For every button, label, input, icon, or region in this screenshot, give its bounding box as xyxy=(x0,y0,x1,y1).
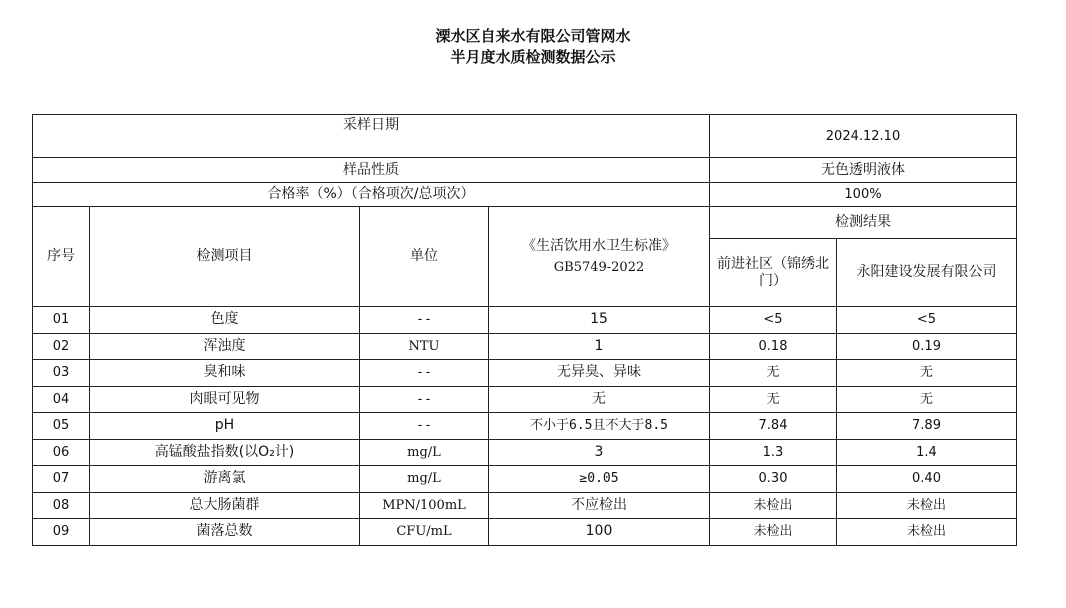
row-standard: 15 xyxy=(489,307,710,334)
row-item: 高锰酸盐指数(以O₂计) xyxy=(90,439,360,466)
row-item: 总大肠菌群 xyxy=(90,492,360,519)
row-standard: 3 xyxy=(489,439,710,466)
row-unit: -- xyxy=(360,307,489,334)
row-result-yongyang: 未检出 xyxy=(837,492,1017,519)
table-row xyxy=(33,439,1017,466)
row-result-yongyang: 未检出 xyxy=(837,519,1017,546)
table-row xyxy=(33,519,1017,546)
sampling-date-value: 2024.12.10 xyxy=(710,115,1017,158)
row-number: 01 xyxy=(33,307,90,334)
table-row xyxy=(33,333,1017,360)
row-number: 08 xyxy=(33,492,90,519)
row-result-yongyang: 无 xyxy=(837,386,1017,413)
header-standard xyxy=(489,207,710,307)
row-unit: -- xyxy=(360,360,489,387)
row-result-yongyang: 无 xyxy=(837,360,1017,387)
pass-rate-label: 合格率（%）（合格项次/总项次） xyxy=(33,183,710,207)
row-number: 05 xyxy=(33,413,90,440)
table-row xyxy=(33,492,1017,519)
row-standard: 不小于6.5且不大于8.5 xyxy=(489,413,710,440)
sampling-date-row xyxy=(33,115,1017,158)
row-result-yongyang: 0.19 xyxy=(837,333,1017,360)
row-result-yongyang: 7.89 xyxy=(837,413,1017,440)
table-row xyxy=(33,360,1017,387)
row-result-qianjin: 0.30 xyxy=(710,466,837,493)
sample-nature-label: 样品性质 xyxy=(33,158,710,183)
row-item: 菌落总数 xyxy=(90,519,360,546)
row-number: 04 xyxy=(33,386,90,413)
table-row xyxy=(33,307,1017,334)
header-item: 检测项目 xyxy=(90,207,360,307)
row-number: 09 xyxy=(33,519,90,546)
header-site-qianjin: 前进社区（锦绣北门） xyxy=(710,239,837,307)
header-site-yongyang: 永阳建设发展有限公司 xyxy=(837,239,1017,307)
row-unit: -- xyxy=(360,413,489,440)
row-item: 浑浊度 xyxy=(90,333,360,360)
row-result-qianjin: <5 xyxy=(710,307,837,334)
row-result-yongyang: 1.4 xyxy=(837,439,1017,466)
row-standard: 无 xyxy=(489,386,710,413)
sample-nature-row xyxy=(33,158,1017,183)
sampling-date-label: 采样日期 xyxy=(33,115,710,158)
header-standard-name: 《生活饮用水卫生标准》 xyxy=(522,237,676,254)
row-result-yongyang: <5 xyxy=(837,307,1017,334)
page-subtitle: 半月度水质检测数据公示 xyxy=(450,48,616,66)
row-result-yongyang: 0.40 xyxy=(837,466,1017,493)
row-standard: 无异臭、异味 xyxy=(489,360,710,387)
water-quality-table xyxy=(32,114,1017,546)
row-unit: -- xyxy=(360,386,489,413)
header-row-1 xyxy=(33,207,1017,239)
pass-rate-row xyxy=(33,183,1017,207)
page-title: 溧水区自来水有限公司管网水 xyxy=(435,27,631,45)
row-result-qianjin: 0.18 xyxy=(710,333,837,360)
row-standard: 1 xyxy=(489,333,710,360)
row-result-qianjin: 7.84 xyxy=(710,413,837,440)
row-standard: ≥0.05 xyxy=(489,466,710,493)
row-item: 游离氯 xyxy=(90,466,360,493)
table-row xyxy=(33,386,1017,413)
row-item: 臭和味 xyxy=(90,360,360,387)
row-result-qianjin: 无 xyxy=(710,360,837,387)
row-item: 色度 xyxy=(90,307,360,334)
header-unit: 单位 xyxy=(360,207,489,307)
header-seq: 序号 xyxy=(33,207,90,307)
row-number: 07 xyxy=(33,466,90,493)
row-number: 06 xyxy=(33,439,90,466)
table-row xyxy=(33,466,1017,493)
row-unit: NTU xyxy=(360,333,489,360)
row-unit: mg/L xyxy=(360,466,489,493)
row-item: 肉眼可见物 xyxy=(90,386,360,413)
header-standard-code: GB5749-2022 xyxy=(553,259,645,275)
pass-rate-value: 100% xyxy=(710,183,1017,207)
row-standard: 不应检出 xyxy=(489,492,710,519)
row-result-qianjin: 未检出 xyxy=(710,519,837,546)
row-item: pH xyxy=(90,413,360,440)
header-results: 检测结果 xyxy=(710,207,1017,239)
sample-nature-value: 无色透明液体 xyxy=(710,158,1017,183)
row-result-qianjin: 1.3 xyxy=(710,439,837,466)
row-standard: 100 xyxy=(489,519,710,546)
row-result-qianjin: 无 xyxy=(710,386,837,413)
table-row xyxy=(33,413,1017,440)
row-unit: MPN/100mL xyxy=(360,492,489,519)
row-unit: mg/L xyxy=(360,439,489,466)
row-number: 02 xyxy=(33,333,90,360)
row-result-qianjin: 未检出 xyxy=(710,492,837,519)
row-number: 03 xyxy=(33,360,90,387)
row-unit: CFU/mL xyxy=(360,519,489,546)
